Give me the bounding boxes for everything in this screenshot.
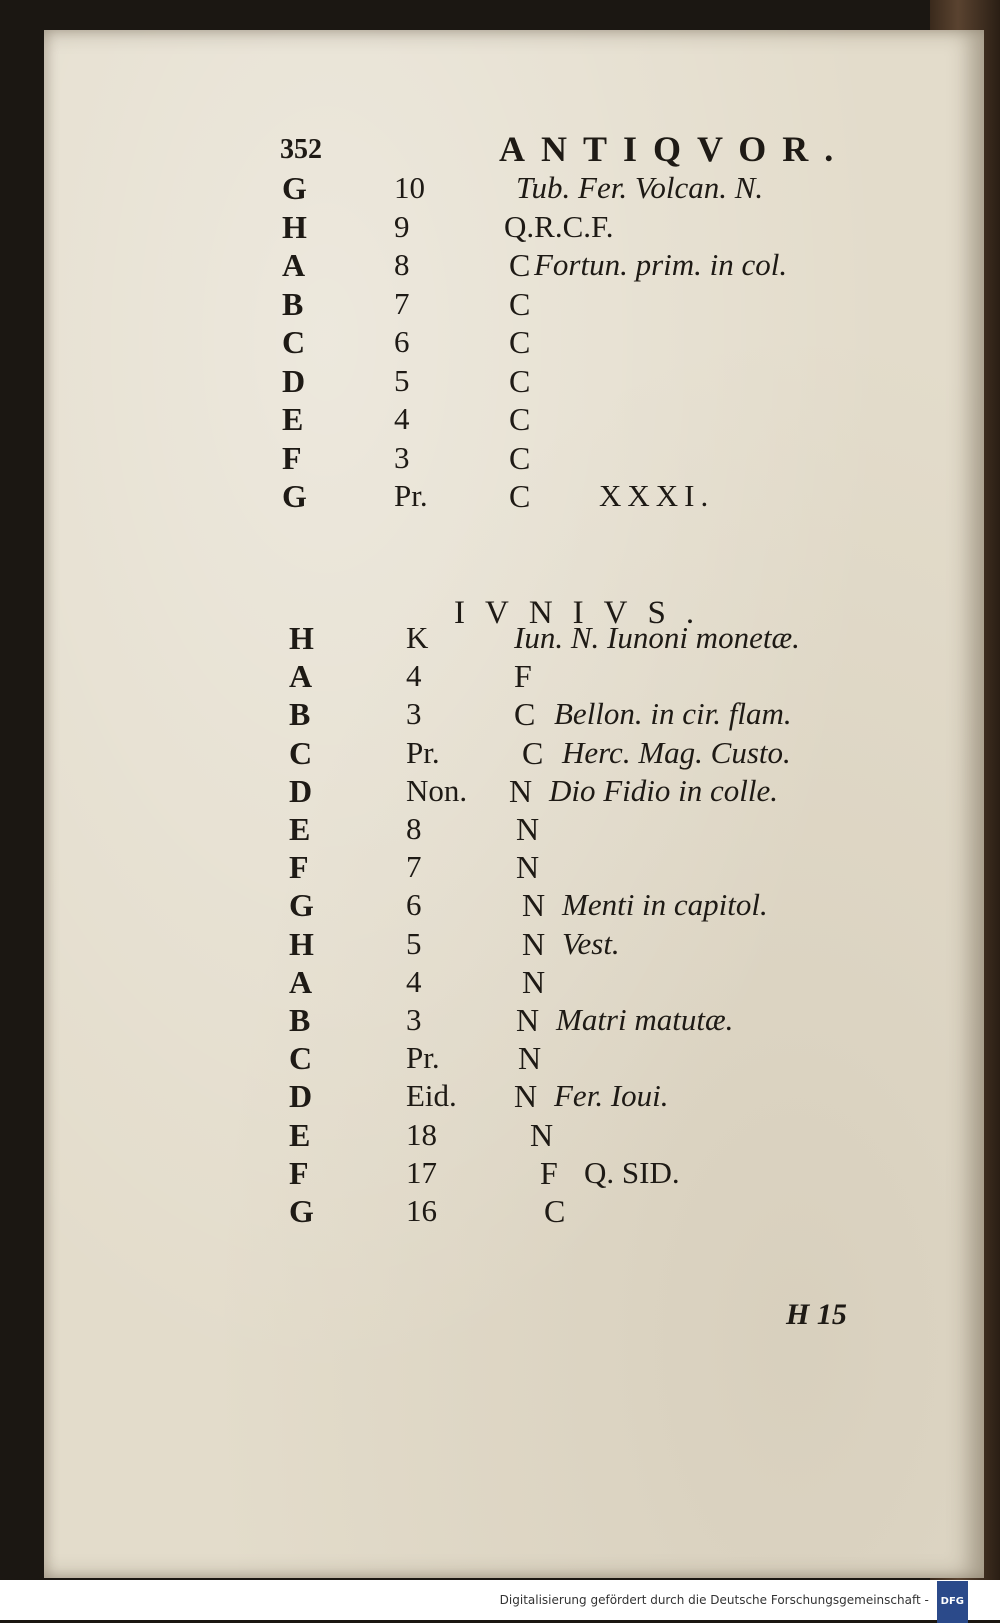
calendar-letter: B <box>282 285 304 322</box>
calendar-code: C <box>509 247 531 283</box>
calendar-letter: E <box>289 811 311 847</box>
book-page <box>44 30 984 1578</box>
calendar-note: Matri matutæ. <box>556 1002 734 1037</box>
calendar-num: Eid. <box>406 1078 457 1114</box>
calendar-letter: F <box>289 849 309 886</box>
calendar-code: N <box>509 772 533 809</box>
calendar-note: Vest. <box>562 925 620 961</box>
calendar-code: N <box>516 1002 540 1038</box>
calendar-num: 7 <box>394 285 410 321</box>
footer-text: Digitalisierung gefördert durch die Deutsche Forschungsgemeinschaft - <box>499 1593 929 1607</box>
calendar-code: N <box>516 849 540 886</box>
calendar-letter: G <box>289 887 314 924</box>
signature-mark: H 15 <box>786 1298 847 1331</box>
calendar-letter: B <box>289 696 311 733</box>
calendar-letter: H <box>282 208 307 245</box>
calendar-num: 17 <box>406 1154 437 1190</box>
calendar-letter: H <box>289 620 314 656</box>
calendar-num: 5 <box>394 362 410 398</box>
calendar-num: Non. <box>406 772 468 808</box>
calendar-num: 3 <box>406 1002 422 1037</box>
calendar-num: 9 <box>394 208 410 244</box>
calendar-num: 3 <box>406 696 422 732</box>
calendar-num: 10 <box>394 170 425 205</box>
calendar-letter: B <box>289 1002 311 1038</box>
calendar-num: 5 <box>406 925 422 961</box>
month-heading: IVNIVS. <box>454 595 715 631</box>
calendar-note: Fer. Ioui. <box>554 1078 669 1114</box>
calendar-code: C <box>509 362 531 399</box>
calendar-letter: C <box>289 734 313 771</box>
calendar-code: C <box>509 401 531 437</box>
calendar-note: XXXI. <box>599 478 715 513</box>
calendar-code: N <box>522 925 546 962</box>
calendar-num: 18 <box>406 1116 437 1152</box>
calendar-num: 4 <box>406 963 422 999</box>
calendar-code: F <box>540 1154 558 1191</box>
digitization-footer <box>0 1580 1000 1620</box>
calendar-letter: G <box>282 170 307 206</box>
calendar-note: Q.R.C.F. <box>504 208 614 244</box>
calendar-letter: F <box>289 1154 309 1191</box>
calendar-letter: D <box>289 1078 313 1115</box>
calendar-code: C <box>522 734 544 771</box>
calendar-letter: C <box>289 1040 313 1077</box>
calendar-num: 8 <box>394 247 410 282</box>
calendar-code: C <box>509 285 531 322</box>
calendar-letter: G <box>282 478 307 514</box>
calendar-letter: G <box>289 1193 314 1229</box>
calendar-code: N <box>522 887 546 924</box>
calendar-code: C <box>509 478 531 514</box>
calendar-note: Iun. N. Iunoni monetæ. <box>514 620 800 655</box>
calendar-letter: A <box>289 963 313 1000</box>
calendar-note: Tub. Fer. Volcan. N. <box>516 170 764 205</box>
calendar-num: Pr. <box>406 734 440 770</box>
calendar-letter: E <box>289 1116 311 1153</box>
calendar-letter: A <box>289 658 313 695</box>
calendar-code: N <box>514 1078 538 1115</box>
calendar-code: C <box>514 696 536 733</box>
calendar-code: F <box>514 658 532 695</box>
page-number: 352 <box>280 134 322 165</box>
calendar-code: C <box>509 324 531 360</box>
calendar-code: N <box>518 1040 542 1077</box>
calendar-code: N <box>516 811 540 847</box>
calendar-num: 4 <box>406 658 422 694</box>
calendar-letter: D <box>289 772 313 809</box>
calendar-letter: A <box>282 247 306 283</box>
calendar-letter: C <box>282 324 306 360</box>
running-head: ANTIQVOR. <box>499 129 850 169</box>
calendar-letter: F <box>282 439 302 476</box>
calendar-letter: H <box>289 925 314 962</box>
calendar-note: Herc. Mag. Custo. <box>562 734 791 770</box>
calendar-note: Q. SID. <box>584 1154 680 1190</box>
calendar-num: 3 <box>394 439 410 475</box>
calendar-num: 7 <box>406 849 422 885</box>
calendar-code: C <box>509 439 531 476</box>
calendar-code: N <box>530 1116 554 1153</box>
calendar-code: N <box>522 963 546 1000</box>
calendar-letter: D <box>282 362 306 399</box>
calendar-num: Pr. <box>406 1040 440 1076</box>
calendar-code: C <box>544 1193 566 1229</box>
calendar-num: 16 <box>406 1193 437 1228</box>
calendar-num: Pr. <box>394 478 428 513</box>
calendar-letter: E <box>282 401 304 437</box>
calendar-num: 8 <box>406 811 422 846</box>
calendar-note: Menti in capitol. <box>562 887 768 923</box>
calendar-num: 6 <box>394 324 410 359</box>
calendar-num: 4 <box>394 401 410 436</box>
dfg-badge: DFG <box>937 1581 968 1623</box>
calendar-note: Dio Fidio in colle. <box>549 772 779 808</box>
calendar-note: Bellon. in cir. flam. <box>554 696 792 732</box>
calendar-num: K <box>406 620 429 655</box>
calendar-note: Fortun. prim. in col. <box>534 247 788 282</box>
calendar-num: 6 <box>406 887 422 923</box>
